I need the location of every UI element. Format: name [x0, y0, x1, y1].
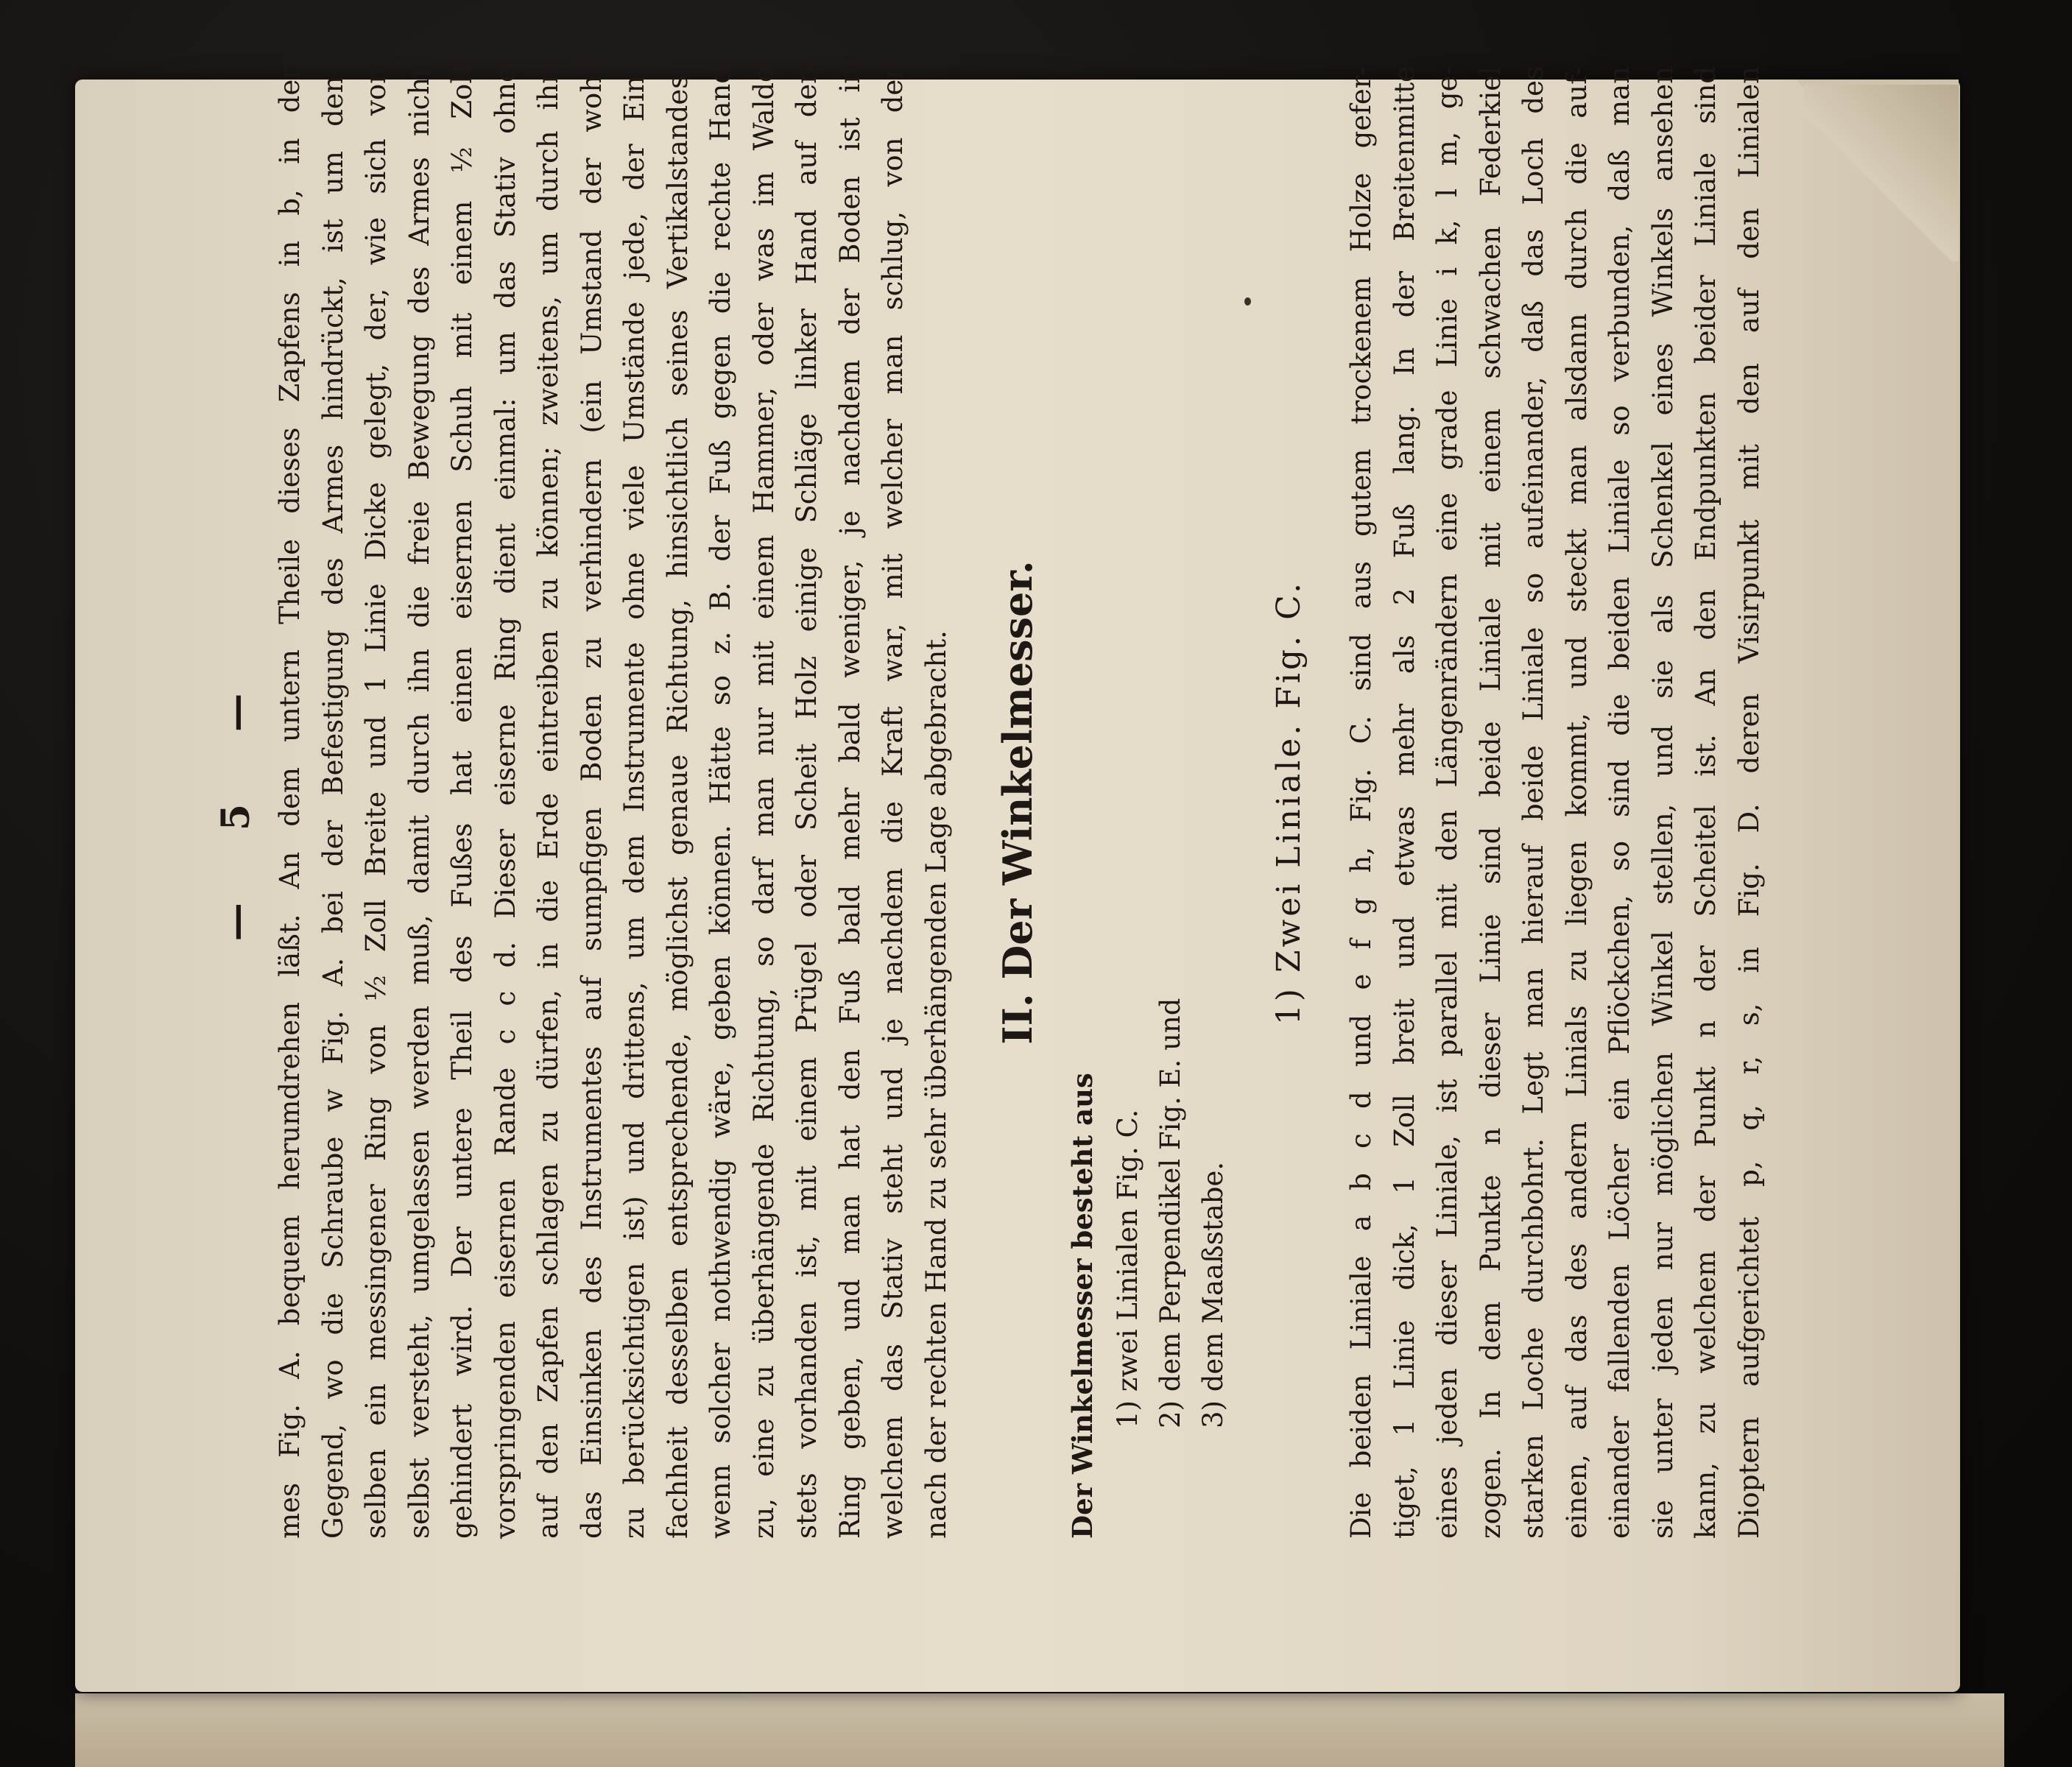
text-line: zu berücksichtigen ist) und drittens, um dem Instrumente ohne viele Umstände jede, der Ein- [619, 66, 650, 1539]
text-line: stets vorhanden ist, mit einem Prügel oder Scheit Holz einige Schläge linker Hand auf den [791, 66, 822, 1539]
list-item: 1) zwei Linialen Fig. C. [1112, 1109, 1144, 1428]
page-number-header: — 5 — [214, 663, 258, 942]
list-item: 3) dem Maaßstabe. [1197, 1161, 1229, 1428]
text-line: vorspringenden eisernen Rande c c d. Dieser eiserne Ring dient einmal: um das Stativ ohne [489, 66, 521, 1539]
section-intro: Der Winkelmesser besteht aus [1066, 1073, 1099, 1539]
text-line: nach der rechten Hand zu sehr überhängenden Lage abgebracht. [920, 630, 952, 1539]
text-line: gehindert wird. Der untere Theil des Fußes hat einen eisernen Schuh mit einem ½ Zoll [446, 66, 478, 1539]
text-line: das Einsinken des Instrumentes auf sumpfigen Boden zu verhindern (ein Umstand der wohl [575, 66, 607, 1539]
text-line: Die beiden Liniale a b c d und e f g h, Fig. C. sind aus gutem trockenem Holze gefer- [1345, 66, 1377, 1539]
text-line: auf den Zapfen schlagen zu dürfen, in die Erde eintreiben zu können; zweitens, um durch ihn [532, 66, 564, 1539]
text-line: kann, zu welchem der Punkt n der Scheitel ist. An den Endpunkten beider Liniale sind [1690, 66, 1722, 1539]
text-line: Gegend, wo die Schraube w Fig. A. bei der Befestigung des Armes hindrückt, ist um den- [317, 66, 349, 1539]
text-line: eines jeden dieser Liniale, ist parallel mit den Längenrändern eine grade Linie i k, l m, ge- [1431, 66, 1463, 1539]
text-line: welchem das Stativ steht und je nachdem die Kraft war, mit welcher man schlug, von der [877, 66, 909, 1539]
paragraph-2 [1340, 66, 1771, 1539]
text-line: zu, eine zu überhängende Richtung, so darf man nur mit einem Hammer, oder was im Walde [747, 66, 780, 1539]
text-line: mes Fig. A. bequem herumdrehen läßt. An dem untern Theile dieses Zapfens in b, in der [274, 66, 306, 1539]
text-line: einen, auf das des andern Linials zu liegen kommt, und steckt man alsdann durch die auf- [1560, 66, 1593, 1539]
text-line: zogen. In dem Punkte n dieser Linie sind beide Liniale mit einem schwachen Federkiel [1474, 66, 1507, 1539]
paragraph-1 [269, 66, 958, 1539]
text-line: tiget, 1 Linie dick, 1 Zoll breit und etwas mehr als 2 Fuß lang. In der Breitenmitte [1388, 66, 1420, 1539]
text-line: selben ein messingener Ring von ½ Zoll Breite und 1 Linie Dicke gelegt, der, wie sich von [360, 66, 392, 1539]
text-line: Ring geben, und man hat den Fuß bald mehr bald weniger, je nachdem der Boden ist in [834, 66, 866, 1539]
text-line: wenn solcher nothwendig wäre, geben können. Hätte so z. B. der Fuß gegen die rechte Hand [705, 66, 736, 1539]
folded-corner-shadow [1804, 85, 1959, 261]
section-title: II. Der Winkelmesser. [994, 560, 1041, 1045]
text-line: starken Loche durchbohrt. Legt man hierauf beide Liniale so aufeinander, daß das Loch des [1518, 66, 1549, 1539]
subsection-title: 1) Zwei Liniale. Fig. C. [1270, 579, 1308, 1026]
list-item: 2) dem Perpendikel Fig. E. und [1155, 998, 1186, 1428]
rotated-text-block [214, 66, 1765, 1539]
text-line: selbst versteht, umgelassen werden muß, damit durch ihn die freie Bewegung des Armes nicht [403, 66, 435, 1539]
text-line: fachheit desselben entsprechende, möglichst genaue Richtung, hinsichtlich seines Vertikalstandes, [661, 66, 694, 1539]
text-line: sie unter jeden nur möglichen Winkel stellen, und sie als Schenkel eines Winkels ansehen [1646, 66, 1679, 1539]
text-line: Dioptern aufgerichtet p, q, r, s, in Fig. D. deren Visirpunkt mit den auf den Linialen [1733, 66, 1765, 1539]
lower-page-edge [75, 1693, 2004, 1767]
text-line: einander fallenden Löcher ein Pflöckchen, so sind die beiden Liniale so verbunden, daß man [1604, 66, 1635, 1539]
